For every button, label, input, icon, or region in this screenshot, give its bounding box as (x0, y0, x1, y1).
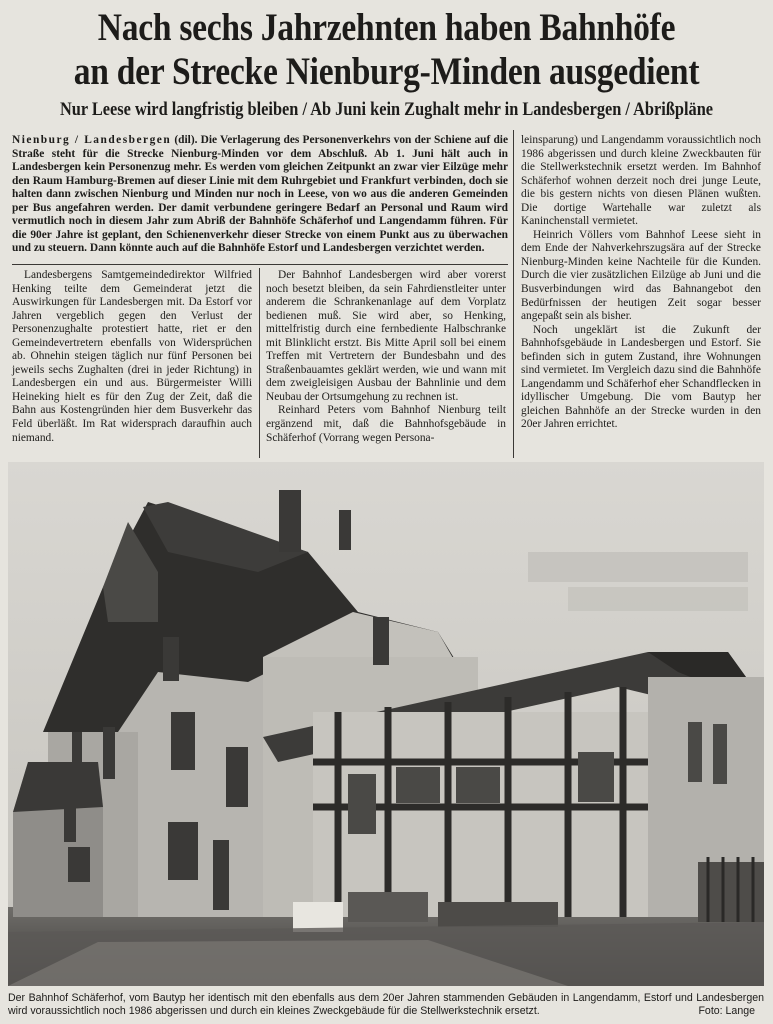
headline-line-2: an der Strecke Nienburg-Minden ausgedient (73, 50, 700, 93)
column-rule-1 (259, 268, 260, 458)
col2-paragraph-1: Der Bahnhof Landesbergen wird aber vorerst noch besetzt bleiben, da sein Fahrdienstleiter unter anderem die Schrankenanlage auf dem Vorplatz bedienen muß. Sie wird aber, so Henking, mittelfristig durch eine fernbediente Halbschranke mit Blinklicht erstzt. Bis Mitte April soll bei einem Treffen mit Vertretern der Bundesbahn und des Straßenbauamtes geklärt werden, wie und wann mit dem zweigleisigen Ausbau der Bahnlinie und dem Neubau der Ortsumgehung zu rechnen ist. (266, 269, 506, 403)
col1-paragraph: Landesbergens Samtgemeindedirektor Wilfried Henking teilte dem Gemeinderat jetzt die Auswirkungen für Landesbergen mit. Da Estorf vor Jahren vergeblich gegen den Verlust der Personenzughalte protestiert hatte, riet er den Gemeindevertretern ebenfalls von Widersprüchen ab. Ohnehin steigen täglich nur fünf Personen bei jeweils sechs Zughalten (drei in jeder Richtung) in Landesbergen ein und aus. Bürgermeister Willi Heineking hielt es für den Zug der Zeit, daß die Bahn aus Kostengründen hier dem Busverkehr das Feld überläßt. Im Rat widersprach daraufhin auch niemand. (12, 269, 252, 444)
column-1 (12, 269, 252, 445)
headline (63, 6, 711, 94)
dateline: Nienburg / Landesbergen (12, 134, 172, 146)
col3-paragraph-2: Noch ungeklärt ist die Zukunft der Bahnhofsgebäude in Landesbergen und Estorf. Sie befinden sich in gutem Zustand, ihre Wohnungen sind vermietet. Im Vergleich dazu sind die Bahnhöfe Langendamm und Schäferhof eher Schandflecken in idyllischer Umgebung. Die vom Bautyp her gleichen Bahnhöfe an der Strecke wurden in den 20er Jahren errichtet. (521, 323, 761, 431)
station-illustration (8, 462, 764, 986)
headline-line-1: Nach sechs Jahrzehnten haben Bahnhöfe (97, 6, 676, 49)
photo-caption: Der Bahnhof Schäferhof, vom Bautyp her identisch mit den ebenfalls aus dem 20er Jahren stammenden Gebäuden in Langendamm, Estorf und Landesbergen wird voraussichtlich noch 1986 abgerissen und durch ein kleines Zweckgebäude für die Stellwerkstechnik ersetzt. (8, 992, 764, 1017)
lead-rule (12, 264, 508, 265)
column-2 (266, 269, 506, 445)
lead-paragraph (12, 134, 508, 256)
station-photo (8, 462, 764, 986)
column-rule-2 (513, 130, 514, 458)
col3-paragraph-1: Heinrich Völlers vom Bahnhof Leese sieht in dem Ende der Nahverkehrszugsära auf der Strecke Nienburg-Minden keine Nachteile für die Kunden. Durch die vier zusätzlichen Eilzüge ab Juni und die Busverbindungen wird das Bahnangebot den Bedürfnissen der heutigen Zeit sogar besser angepaßt sein als bisher. (521, 228, 761, 323)
col3-paragraph-top: leinsparung) und Langendamm voraussichtlich noch 1986 abgerissen und durch kleine Zweckbauten für die Stellwerkstechnik ersetzt werden. Im Bahnhof Schäferhof wohnen derzeit noch drei junge Leute, die bis gestern nichts von diesen Plänen wußten. Die dortige Wartehalle war zuletzt als Kaninchenstall vermietet. (521, 134, 761, 228)
photo-credit: Foto: Lange (698, 1005, 755, 1017)
lead-text: (dil). Die Verlagerung des Personenverkehrs von der Schiene auf die Straße steht für die Strecke Nienburg-Minden vor dem Abschluß. Ab 1. Juni hält auch in Landesbergen kein Personenzug mehr. Es werden vom gleichen Zeitpunkt an zwar vier Eilzüge mehr den Raum Hamburg-Bremen auf dieser Linie mit dem Ruhrgebiet und Frankfurt verbinden, doch sie halten dann zwischen Nienburg und Minden nur noch in Leese, von wo aus die anderen Gemeinden per Bus angefahren werden. Der damit verbundene geringere Bedarf an Personal und Raum wird vermutlich noch in diesem Jahr zum Abriß der Bahnhöfe Schäferhof und Langendamm führen. Für die 90er Jahre ist geplant, den Schienenverkehr dieser Strecke von einem Punkt aus zu überwachen und zu steuern. Dann könnte auch auf die Bahnhöfe Estorf und Landesbergen verzichtet werden. (12, 134, 509, 255)
subheadline: Nur Leese wird langfristig bleiben / Ab Juni kein Zughalt mehr in Landesbergen / Abrißpläne (59, 99, 714, 120)
column-3 (521, 134, 761, 432)
col2-paragraph-2: Reinhard Peters vom Bahnhof Nienburg teilt ergänzend mit, daß die Bahnhofsgebäude in Schäferhof (Vorrang wegen Persona- (266, 404, 506, 444)
